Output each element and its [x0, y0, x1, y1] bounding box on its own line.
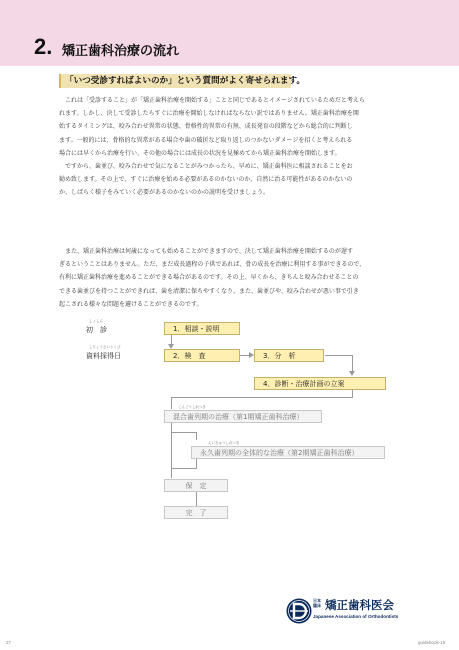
step-examination-label: 2．検 査: [173, 352, 206, 360]
association-logo: [286, 596, 426, 626]
section-title: 矯正歯科治療の流れ: [62, 44, 180, 59]
footer-guidebook: guidebook-16: [418, 640, 446, 645]
paragraph-line: 起こされる様々な問題を避けることができるのです。: [59, 300, 203, 308]
connector-line: [325, 355, 353, 356]
connector-line: [196, 432, 197, 440]
permanent-dentition-label: 永久歯列期の全体的な治療（第2期矯正歯科治療）: [200, 449, 359, 457]
paragraph-line: ます。一般的には、骨格的な異常がある場合や歯の破折など取り返しのつかないダメージを招くと考えられる: [59, 136, 353, 144]
connector-line: [196, 492, 197, 506]
paragraph-line: 勧め致します。その上で、すぐに治療を始める必要があるのかないのか、自然に治る可能性があるのかないの: [59, 176, 353, 184]
paragraph-line: 始するタイミングは、咬み合わせ異常の状態、骨格性的異常の有無、成長発育の段階などから総合的に判断し: [59, 123, 353, 131]
logo-emblem-icon: [286, 596, 314, 626]
arrow-down-icon: [349, 371, 355, 376]
mixed-dentition-label: 混合歯列期の治療（第1期矯正歯科治療）: [173, 413, 304, 421]
paragraph-line: これは「受診すること」が「矯正歯科治療を開始する」ことと同じであるとイメージされているためだと考えら: [65, 97, 365, 104]
paragraph-line: できる歯並びを持つことができれば、歯を清潔に保ちやすくなり、また、歯並びや、咬み合わせが悪い事で引き: [59, 287, 359, 295]
step-consultation-label: 1．相談・説明: [173, 325, 220, 333]
step-diagnosis-label: 4．診断・治療計画の立案: [263, 380, 345, 388]
complete-label: 完 了: [185, 509, 207, 517]
records-ruby: しりょうさいとくび: [89, 345, 121, 349]
step-analysis-box: [254, 349, 324, 362]
step-diagnosis-box: [254, 377, 386, 390]
paragraph-line: ですから、歯並び、咬み合わせで気になることがみつかったら、早めに、矯正歯科医に相談されることをお: [65, 163, 353, 171]
mixed-ruby: こんごうしれつき: [178, 405, 206, 409]
complete-box: [164, 506, 228, 519]
step-examination-box: [164, 349, 240, 362]
permanent-ruby: えいきゅうしれつき: [208, 441, 240, 445]
connector-line: [352, 355, 353, 372]
paragraph-line: 場合には早くから治療を行い、その他の場合には成長の状況を見極めてから矯正歯科治療を開始します。: [59, 149, 341, 157]
paragraph-2: [59, 245, 421, 311]
retention-box: [164, 479, 228, 492]
permanent-dentition-box: [191, 446, 385, 459]
paragraph-1: [59, 94, 421, 200]
retention-label: 保 定: [185, 482, 207, 490]
first-visit-ruby: しょしん: [89, 319, 103, 323]
connector-line: [171, 397, 353, 398]
step-consultation-box: [164, 322, 240, 335]
paragraph-line: れます。しかし、決して受診したらすぐに治療を開始しなければならない訳ではありません。矯正歯科治療を開: [59, 110, 359, 118]
logo-small-text: 日本臨床: [313, 598, 321, 608]
paragraph-line: ぎるということはありません。ただ、まだ成長過程の子供であれば、骨の成長を治療に利用する事ができるので、: [59, 261, 366, 269]
page-number: 27: [6, 640, 12, 645]
stage-first-visit: 初 診: [86, 326, 107, 334]
logo-english: Japanese Association of Orthodontists: [313, 614, 399, 619]
subheading: 「いつ受診すればよいのか」という質問がよく寄せられます。: [59, 74, 291, 88]
connector-line: [171, 397, 172, 409]
connector-line: [171, 432, 197, 433]
mixed-dentition-box: [164, 410, 322, 423]
paragraph-line: か、しばらく様子をみていく必要があるのかないのかの説明を受けましょう。: [59, 189, 270, 197]
stage-records: 資料採得日: [86, 352, 121, 360]
paragraph-line: また、矯正歯科治療は何歳になっても始めることができますので、決して矯正歯科治療を開始するのが遅す: [65, 248, 353, 255]
logo-name: 矯正歯科医会: [325, 598, 394, 612]
paragraph-line: 有利に矯正歯科治療を進めることができる場合があるのです。その上、早くから、きちんと咬み合わせることの: [59, 274, 359, 282]
step-analysis-label: 3．分 析: [263, 352, 296, 360]
connector-line: [171, 468, 197, 469]
section-number: 2.: [34, 34, 53, 59]
